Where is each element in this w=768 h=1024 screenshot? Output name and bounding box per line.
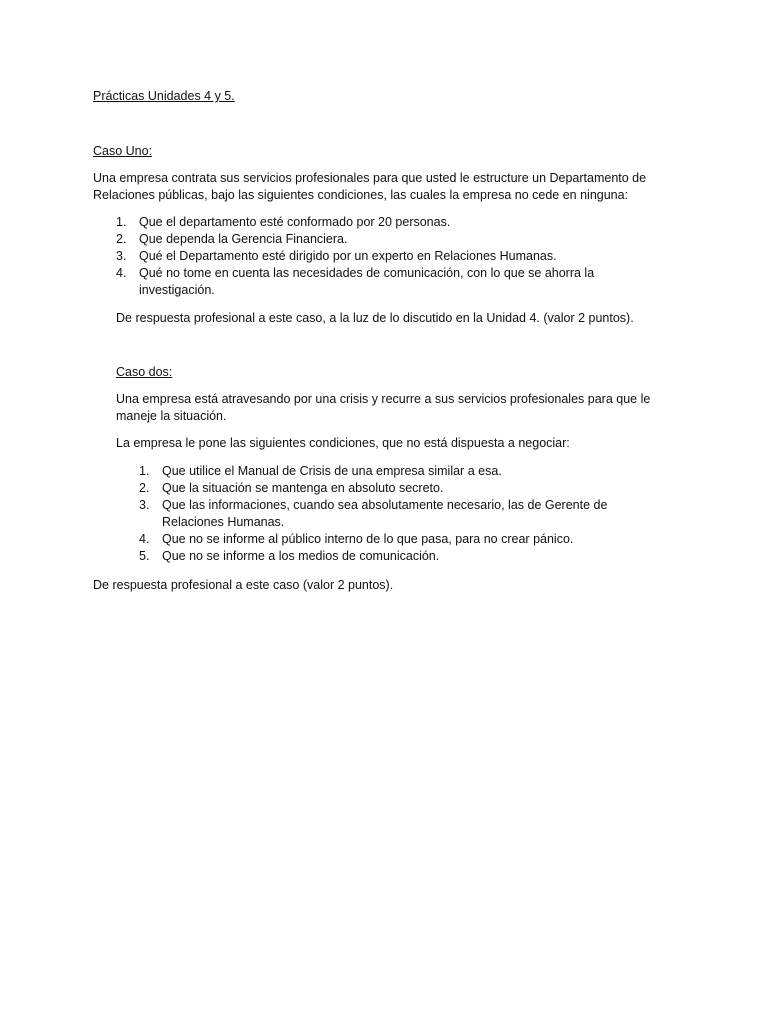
- list-item: [139, 531, 629, 548]
- list-item: [116, 248, 616, 265]
- case-one-closing: De respuesta profesional a este caso, a la luz de lo discutido en la Unidad 4. (valor 2 puntos).: [116, 311, 634, 325]
- list-item: [139, 480, 629, 497]
- case-two-conditions: La empresa le pone las siguientes condiciones, que no está dispuesta a negociar:: [116, 436, 570, 450]
- list-item-number: 3.: [116, 249, 127, 263]
- list-item: [139, 463, 629, 480]
- case-two-closing: De respuesta profesional a este caso (valor 2 puntos).: [93, 578, 394, 592]
- case-one-intro-block: [93, 170, 683, 204]
- list-item-text: Que utilice el Manual de Crisis de una empresa similar a esa.: [162, 464, 502, 478]
- case-one-closing-block: [116, 310, 706, 327]
- list-item-text: Que no se informe al público interno de lo que pasa, para no crear pánico.: [162, 532, 574, 546]
- case-two-intro-block: [116, 391, 666, 425]
- list-item-number: 4.: [116, 266, 127, 280]
- case-two-intro: Una empresa está atravesando por una crisis y recurre a sus servicios profesionales para que le maneje la situación.: [116, 392, 651, 423]
- list-item-number: 5.: [139, 549, 150, 563]
- list-item-text: Que dependa la Gerencia Financiera.: [139, 232, 348, 246]
- case-two-conditions-block: [116, 435, 676, 452]
- list-item-text: Que no se informe a los medios de comunicación.: [162, 549, 440, 563]
- case-two-section: [116, 364, 676, 381]
- list-item-number: 4.: [139, 532, 150, 546]
- list-item: [116, 231, 616, 248]
- case-two-list-block: [139, 463, 629, 565]
- list-item-number: 2.: [116, 232, 127, 246]
- list-item-text: Que el departamento esté conformado por 20 personas.: [139, 215, 451, 229]
- list-item: [139, 548, 629, 565]
- list-item-text: Que las informaciones, cuando sea absolutamente necesario, las de Gerente de Relaciones Humanas.: [162, 498, 608, 529]
- case-two-list: [139, 463, 629, 565]
- list-item-number: 3.: [139, 498, 150, 512]
- list-item-text: Que la situación se mantenga en absoluto secreto.: [162, 481, 444, 495]
- list-item-number: 1.: [139, 464, 150, 478]
- case-two-closing-block: [93, 577, 683, 594]
- document-title: Prácticas Unidades 4 y 5.: [93, 89, 235, 103]
- list-item: [139, 497, 629, 531]
- list-item-number: 2.: [139, 481, 150, 495]
- case-one-heading: Caso Uno:: [93, 144, 153, 158]
- case-one-section: [93, 143, 683, 160]
- case-one-list-block: [116, 214, 616, 299]
- list-item-text: Qué el Departamento esté dirigido por un experto en Relaciones Humanas.: [139, 249, 557, 263]
- list-item-number: 1.: [116, 215, 127, 229]
- case-two-heading: Caso dos:: [116, 365, 173, 379]
- list-item: [116, 265, 616, 299]
- list-item: [116, 214, 616, 231]
- case-one-intro: Una empresa contrata sus servicios profesionales para que usted le estructure un Departamento de Relaciones públicas, bajo las siguientes condiciones, las cuales la empresa no cede en ninguna:: [93, 171, 647, 202]
- case-one-list: [116, 214, 616, 299]
- list-item-text: Qué no tome en cuenta las necesidades de comunicación, con lo que se ahorra la investigación.: [139, 266, 595, 297]
